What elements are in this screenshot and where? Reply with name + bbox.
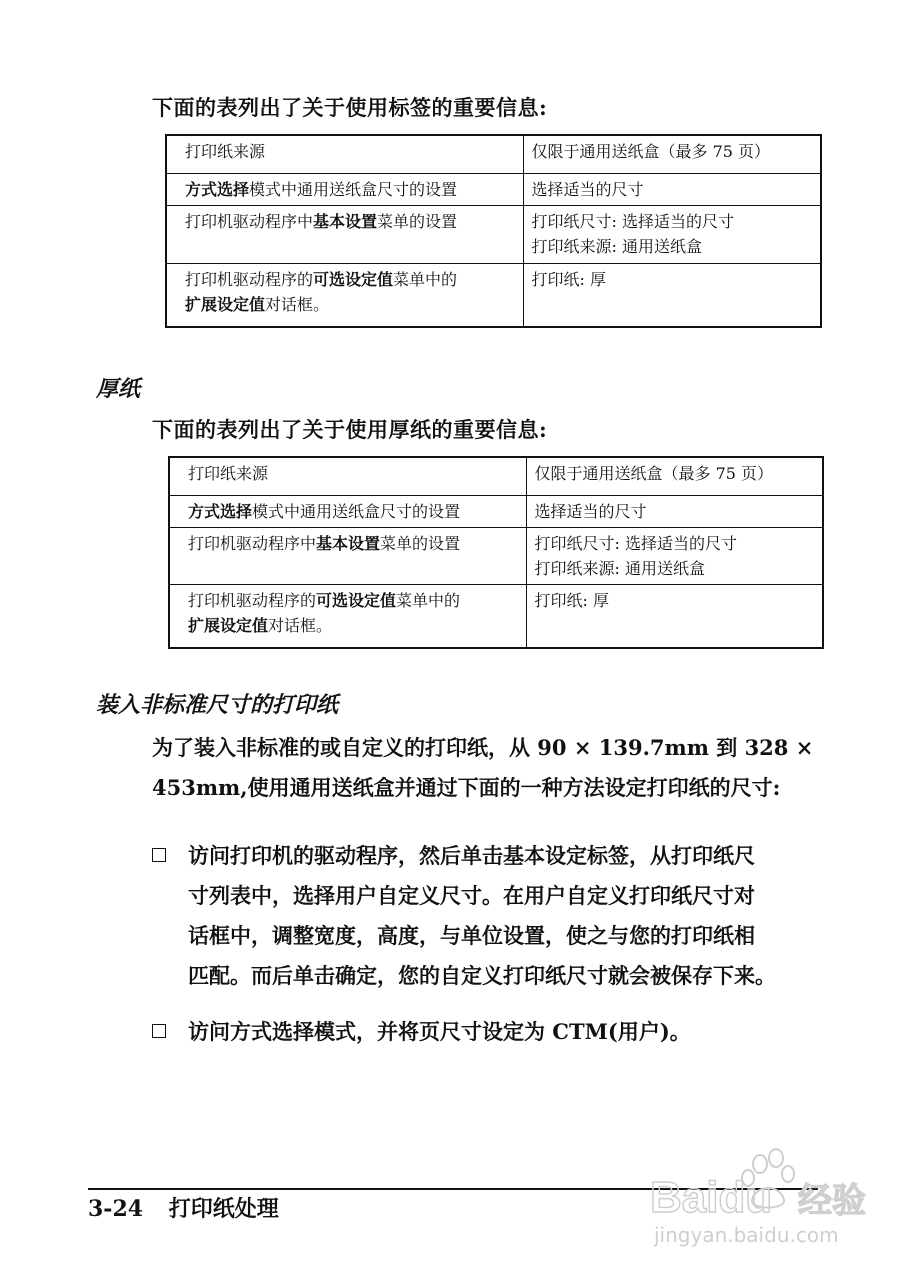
- svg-text:jingyan.baidu.com: jingyan.baidu.com: [654, 1223, 839, 1247]
- table-cell-setting: [166, 135, 523, 173]
- bullet-text: [188, 1012, 691, 1052]
- table-cell-value: [526, 527, 823, 584]
- table-cell-value: [523, 263, 821, 327]
- table-cell-setting: [169, 495, 526, 527]
- cell-line: [188, 588, 518, 613]
- bullet-line: 访问方式选择模式，并将页尺寸设定为 CTM(用户)。: [188, 1019, 691, 1044]
- baidu-jingyan-watermark-logo: [648, 1140, 878, 1250]
- cell-line: [188, 531, 518, 556]
- table-cell-value: [526, 584, 823, 648]
- label-info-table: [165, 134, 822, 328]
- table-row: [166, 173, 821, 205]
- page-number: 3-24: [88, 1196, 144, 1222]
- svg-text:经验: 经验: [798, 1181, 866, 1221]
- checkbox-bullet-icon: [152, 1024, 166, 1038]
- cell-text: 打印纸来源: [185, 142, 266, 161]
- cell-line: [185, 139, 515, 164]
- cell-line: 打印纸尺寸: 选择适当的尺寸: [534, 533, 737, 553]
- cell-text: 打印机驱动程序中: [185, 211, 314, 231]
- cell-emphasis-text: 扩展设定值: [185, 294, 266, 314]
- cell-line: [188, 613, 518, 638]
- cell-line: [185, 209, 515, 234]
- cell-line: [185, 267, 515, 292]
- paragraph-line: 453mm,使用通用送纸盒并通过下面的一种方法设定打印纸的尺寸:: [152, 775, 781, 800]
- table-cell-value: [523, 173, 821, 205]
- paragraph-line: 为了装入非标准的或自定义的打印纸，从 90 × 139.7mm 到 328 ×: [152, 735, 814, 760]
- table-cell-value: [523, 205, 821, 263]
- cell-text: 打印机驱动程序的: [185, 269, 314, 289]
- cell-text: 打印机驱动程序的: [188, 590, 317, 610]
- table-cell-setting: [169, 527, 526, 584]
- bullet-line: 访问打印机的驱动程序，然后单击基本设定标签，从打印纸尺: [188, 843, 755, 868]
- cell-emphasis-text: 扩展设定值: [188, 615, 269, 635]
- cell-text: 菜单中的: [396, 590, 461, 610]
- footer-title: 打印纸处理: [168, 1196, 279, 1222]
- section3-paragraph: [152, 728, 842, 808]
- table-row: [169, 527, 823, 584]
- cell-line: [188, 499, 518, 524]
- bullet-line: 话框中，调整宽度，高度，与单位设置，使之与您的打印纸相: [188, 923, 755, 948]
- table-row: [169, 584, 823, 648]
- bullet-item-mode: [152, 1012, 842, 1052]
- cell-emphasis-text: 基本设置: [313, 211, 378, 231]
- bullet-item-driver: [152, 836, 842, 996]
- bullet-line: 匹配。而后单击确定，您的自定义打印纸尺寸就会被保存下来。: [188, 963, 776, 988]
- cell-emphasis-text: 方式选择: [188, 501, 253, 521]
- cell-text: 模式中通用送纸盒尺寸的设置: [252, 501, 461, 521]
- cell-line: 选择适当的尺寸: [531, 179, 644, 199]
- cell-line: 选择适当的尺寸: [534, 501, 647, 521]
- cell-line: [188, 461, 518, 486]
- cell-text: 打印纸来源: [188, 464, 269, 483]
- section1-intro: 下面的表列出了关于使用标签的重要信息:: [152, 95, 548, 120]
- cell-emphasis-text: 方式选择: [185, 179, 250, 199]
- table-cell-setting: [169, 457, 526, 495]
- table-cell-setting: [169, 584, 526, 648]
- table-row: [169, 495, 823, 527]
- cell-text: 菜单的设置: [377, 211, 458, 231]
- cell-line: 仅限于通用送纸盒（最多 75 页）: [531, 142, 771, 161]
- table-cell-setting: [166, 205, 523, 263]
- section2-intro: 下面的表列出了关于使用厚纸的重要信息:: [152, 417, 548, 442]
- cell-line: [185, 177, 515, 202]
- cell-text: 菜单中的: [393, 269, 458, 289]
- cell-line: [185, 292, 515, 317]
- cell-text: 打印机驱动程序中: [188, 533, 317, 553]
- cell-emphasis-text: 可选设定值: [313, 269, 394, 289]
- section2-title: 厚纸: [96, 376, 141, 402]
- table-row: [166, 135, 821, 173]
- cell-text: 对话框。: [265, 294, 330, 314]
- cell-line: 仅限于通用送纸盒（最多 75 页）: [534, 464, 774, 483]
- table-cell-setting: [166, 263, 523, 327]
- svg-text:Baidu: Baidu: [650, 1173, 773, 1222]
- table-row: [169, 457, 823, 495]
- cell-text: 模式中通用送纸盒尺寸的设置: [249, 179, 458, 199]
- cell-line: 打印纸来源: 通用送纸盒: [534, 558, 705, 578]
- section3-title: 装入非标准尺寸的打印纸: [96, 692, 339, 718]
- cell-text: 对话框。: [268, 615, 333, 635]
- watermark-logo-icon: [648, 1140, 878, 1250]
- table-cell-value: [526, 495, 823, 527]
- cell-text: 菜单的设置: [380, 533, 461, 553]
- table-cell-setting: [166, 173, 523, 205]
- cell-line: 打印纸: 厚: [534, 590, 609, 610]
- cell-line: 打印纸尺寸: 选择适当的尺寸: [531, 211, 734, 231]
- checkbox-bullet-icon: [152, 848, 166, 862]
- cell-line: 打印纸: 厚: [531, 269, 606, 289]
- table-row: [166, 263, 821, 327]
- cell-emphasis-text: 基本设置: [316, 533, 381, 553]
- table-cell-value: [526, 457, 823, 495]
- cell-emphasis-text: 可选设定值: [316, 590, 397, 610]
- bullet-line: 寸列表中，选择用户自定义尺寸。在用户自定义打印纸尺寸对: [188, 883, 755, 908]
- footer: [88, 1192, 279, 1223]
- thick-paper-info-table: [168, 456, 824, 649]
- table-row: [166, 205, 821, 263]
- table-cell-value: [523, 135, 821, 173]
- bullet-text: [188, 836, 776, 996]
- cell-line: 打印纸来源: 通用送纸盒: [531, 236, 702, 256]
